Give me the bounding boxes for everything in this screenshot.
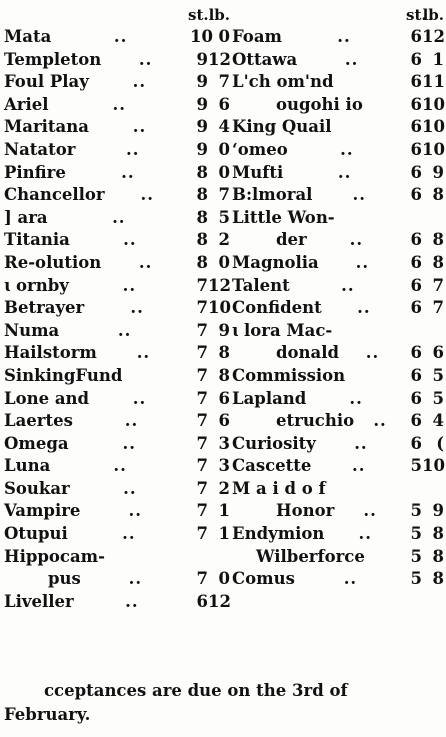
weight-pounds: 2 [218,230,230,250]
horse-name: King Quail [232,117,332,137]
weight-pounds: 9 [432,162,444,182]
horse-name: Chancellor [4,185,105,205]
horse-name: Wilberforce [256,546,365,566]
weight-pounds: 6 [218,411,230,431]
weight-stone: 7 [196,569,208,589]
weight-stone: 9 [196,117,208,137]
weight-pounds: 5 [432,388,444,408]
weight-stone: 6 [410,72,422,92]
horse-row [232,320,444,343]
weight-stone: 8 [196,207,208,227]
leader-dots: .. [128,569,143,589]
weight-pounds: 9 [432,501,444,521]
left-column [4,4,230,613]
leader-dots: .. [349,388,363,408]
leader-dots: .. [136,343,151,363]
horse-name: Mufti [232,162,284,182]
weight-stone: 5 [410,456,422,476]
weight-pounds: 8 [432,546,444,566]
weight-pounds: 10 [208,298,231,318]
horse-row [4,591,230,614]
weight-stone: 7 [196,501,208,521]
horse-row [232,365,444,388]
leader-dots: .. [113,27,128,46]
leader-dots: .. [351,456,366,476]
horse-row [4,388,230,411]
horse-row [232,478,444,501]
horse-row [4,162,230,185]
horse-row [4,26,230,49]
leader-dots: .. [132,72,147,92]
leader-dots: .. [354,433,368,453]
weight-stone: 6 [410,139,422,159]
horse-row [4,252,230,275]
weight-stone: 6 [410,433,422,453]
weight-stone: 7 [196,433,208,453]
horse-row [232,207,444,230]
weight-pounds: 10 [422,139,445,159]
weight-pounds: 10 [422,117,445,137]
weight-stone: 6 [410,162,422,182]
weight-pounds: 0 [218,252,230,272]
horse-name: Betrayer [4,298,85,318]
horse-row [232,252,444,275]
leader-dots: .. [363,501,377,521]
weight-pounds: 1 [218,501,230,521]
weight-stone: 7 [196,456,208,476]
horse-name: Confident [232,298,322,318]
horse-name: Luna [4,456,51,476]
horse-row [4,500,230,523]
leader-dots: .. [122,275,137,295]
horse-row [232,162,444,185]
weight-stone: 6 [410,252,422,272]
weight-pounds: 4 [432,411,444,431]
horse-row [4,410,230,433]
horse-name: etruchio [276,411,355,431]
horse-name: Laertes [4,411,73,431]
weight-stone: 7 [196,478,208,498]
leader-dots: .. [132,117,147,137]
horse-row [4,297,230,320]
weight-stone: 6 [410,388,422,408]
leader-dots: .. [140,185,155,205]
weight-stone: 7 [196,275,208,295]
leader-dots: .. [340,139,354,159]
horse-row [4,455,230,478]
right-rows [232,26,444,591]
horse-name: Talent [232,275,290,295]
right-column [232,4,444,591]
weight-pounds: 12 [422,27,445,46]
horse-row [4,71,230,94]
weight-pounds: 0 [218,162,230,182]
weight-pounds: 10 [422,94,445,114]
weight-stone: 8 [196,230,208,250]
horse-name: ɩ lora Mac- [232,320,333,340]
leader-dots: .. [349,230,364,250]
leader-dots: .. [132,388,147,408]
horse-row [4,320,230,343]
horse-name: Vampire [4,501,81,521]
horse-row [232,116,444,139]
horse-row [232,410,444,433]
weight-stone: 6 [410,117,422,137]
weight-stone: 5 [410,524,422,544]
weight-stone: 6 [410,411,422,431]
weight-stone: 6 [410,27,422,46]
horse-row [4,478,230,501]
weight-pounds: 6 [432,343,444,363]
weight-stone: 7 [196,298,208,318]
header-st: st. [406,6,427,24]
weight-pounds: 8 [218,343,230,363]
weight-pounds: 0 [218,27,230,46]
horse-row [4,568,230,591]
leader-dots: .. [122,433,137,453]
weight-stone: 6 [410,94,422,114]
horse-row [232,275,444,298]
footer-line-2: February. [4,705,91,724]
horse-row [232,388,444,411]
leader-dots: .. [337,162,352,182]
weight-stone: 9 [196,139,208,159]
weight-pounds: 6 [218,388,230,408]
weight-stone: 7 [196,388,208,408]
weight-stone: 6 [196,591,208,611]
horse-row [4,546,230,569]
horse-name: pus [48,569,81,589]
horse-name: Ottawa [232,49,298,69]
horse-row [232,184,444,207]
horse-row [232,455,444,478]
horse-name: Omega [4,433,69,453]
weight-stone: 5 [410,546,422,566]
horse-name: Ariel [4,94,49,114]
horse-name: Titania [4,230,70,250]
weight-pounds: 5 [432,365,444,385]
horse-name: Cascette [232,456,312,476]
footer-note [4,679,442,727]
weight-pounds: 7 [218,72,230,92]
horse-row [232,568,444,591]
weight-pounds: 6 [218,94,230,114]
horse-row [232,297,444,320]
leader-dots: .. [130,298,144,318]
weight-pounds: 2 [218,478,230,498]
horse-name: L'ch om'nd [232,72,334,92]
weight-pounds: 1 [432,49,444,69]
horse-row [232,500,444,523]
weight-pounds: 5 [218,207,230,227]
leader-dots: .. [138,252,153,272]
leader-dots: .. [121,162,135,182]
header-lb: lb. [208,6,230,24]
footer-line-1: cceptances are due on the 3rd of [44,681,348,700]
leader-dots: .. [128,501,142,521]
weight-pounds: ( [436,433,444,453]
horse-row [4,94,230,117]
horse-name: Comus [232,569,295,589]
horse-row [232,546,444,569]
horse-row [4,184,230,207]
weight-stone: 8 [196,252,208,272]
horse-name: Hailstorm [4,343,97,363]
weight-stone: 10 [190,27,213,46]
weight-stone: 8 [196,185,208,205]
weight-pounds: 7 [432,275,444,295]
leader-dots: .. [123,478,137,498]
weight-stone: 7 [196,343,208,363]
weight-stone: 7 [196,411,208,431]
horse-name: Natator [4,139,76,159]
horse-row [232,94,444,117]
weight-pounds: 3 [218,433,230,453]
weight-stone: 9 [196,49,208,69]
leader-dots: .. [123,230,137,250]
horse-row [4,365,230,388]
horse-row [232,49,444,72]
horse-name: Curiosity [232,433,316,453]
horse-row [4,275,230,298]
column-header [4,4,230,26]
horse-name: Otupui [4,524,68,544]
left-rows [4,26,230,613]
horse-row [4,116,230,139]
weight-pounds: 12 [208,591,231,611]
weight-stone: 9 [196,94,208,114]
horse-name: Commission [232,365,346,385]
weight-pounds: 10 [422,456,445,476]
leader-dots: .. [112,94,127,114]
horse-name: Liveller [4,591,74,611]
horse-row [4,433,230,456]
weight-pounds: 12 [208,275,231,295]
weight-pounds: 11 [422,72,445,92]
leader-dots: .. [125,139,140,159]
leader-dots: .. [138,49,153,69]
horse-name: Magnolia [232,252,319,272]
weight-stone: 8 [196,162,208,182]
horse-name: ʻomeo [232,139,288,159]
horse-name: donald [276,343,340,363]
weight-pounds: 8 [218,365,230,385]
horse-row [4,523,230,546]
horse-row [232,342,444,365]
leader-dots: .. [112,207,126,227]
weight-stone: 6 [410,343,422,363]
weight-stone: 7 [196,320,208,340]
horse-name: SinkingFund [4,365,123,385]
horse-name: ougohi io [276,94,363,114]
weight-stone: 7 [196,524,208,544]
header-lb: lb. [422,6,444,24]
leader-dots: .. [122,524,136,544]
horse-name: Templeton [4,49,102,69]
weight-stone: 7 [196,365,208,385]
leader-dots: .. [337,27,351,46]
leader-dots: .. [358,524,372,544]
weight-stone: 6 [410,275,422,295]
horse-name: Foul Play [4,72,89,92]
horse-row [232,139,444,162]
leader-dots: .. [352,185,366,205]
leader-dots: .. [373,411,387,431]
weight-pounds: 8 [432,569,444,589]
leader-dots: .. [344,49,359,69]
weight-stone: 5 [410,501,422,521]
horse-name: Endymion [232,524,325,544]
weight-stone: 9 [196,72,208,92]
weight-pounds: 0 [218,139,230,159]
weight-pounds: 8 [432,524,444,544]
horse-name: ] ara [4,207,48,227]
leader-dots: .. [341,275,355,295]
weight-stone: 6 [410,365,422,385]
horse-row [4,207,230,230]
leader-dots: .. [343,569,358,589]
horse-row [4,139,230,162]
leader-dots: .. [365,343,380,363]
leader-dots: .. [355,252,370,272]
horse-name: B:lmoral [232,185,313,205]
weight-stone: 6 [410,298,422,318]
horse-name: Soukar [4,478,70,498]
weight-pounds: 9 [218,320,230,340]
weight-pounds: 7 [218,185,230,205]
horse-name: Foam [232,27,282,46]
horse-row [232,523,444,546]
weight-pounds: 8 [432,252,444,272]
weight-pounds: 1 [218,524,230,544]
weight-pounds: 8 [432,185,444,205]
horse-name: Hippocam- [4,546,105,566]
horse-name: Numa [4,320,60,340]
weight-stone: 6 [410,185,422,205]
horse-row [4,342,230,365]
horse-name: Honor [276,501,335,521]
horse-name: Lone and [4,388,90,408]
leader-dots: .. [125,591,139,611]
horse-row [232,71,444,94]
horse-name: Mata [4,27,52,46]
weight-stone: 6 [410,49,422,69]
horse-name: Maritana [4,117,89,137]
horse-row [232,433,444,456]
horse-name: Little Won- [232,207,335,227]
weight-pounds: 12 [208,49,231,69]
horse-row [232,26,444,49]
weight-pounds: 7 [432,298,444,318]
horse-row [4,49,230,72]
weight-pounds: 0 [218,569,230,589]
horse-row [4,229,230,252]
header-st: st. [188,6,209,24]
leader-dots: .. [113,456,127,476]
weight-stone: 6 [410,230,422,250]
horse-name: M a i d o f [232,478,326,498]
weight-pounds: 3 [218,456,230,476]
horse-name: Lapland [232,388,307,408]
leader-dots: .. [124,411,139,431]
horse-name: der [276,230,307,250]
horse-name: ɩ ornby [4,275,69,295]
weight-pounds: 8 [432,230,444,250]
leader-dots: .. [117,320,132,340]
horse-name: Pinfire [4,162,66,182]
leader-dots: .. [357,298,371,318]
horse-name: Re-olution [4,252,102,272]
weight-stone: 5 [410,569,422,589]
column-header [232,4,444,26]
weight-pounds: 4 [218,117,230,137]
horse-row [232,229,444,252]
